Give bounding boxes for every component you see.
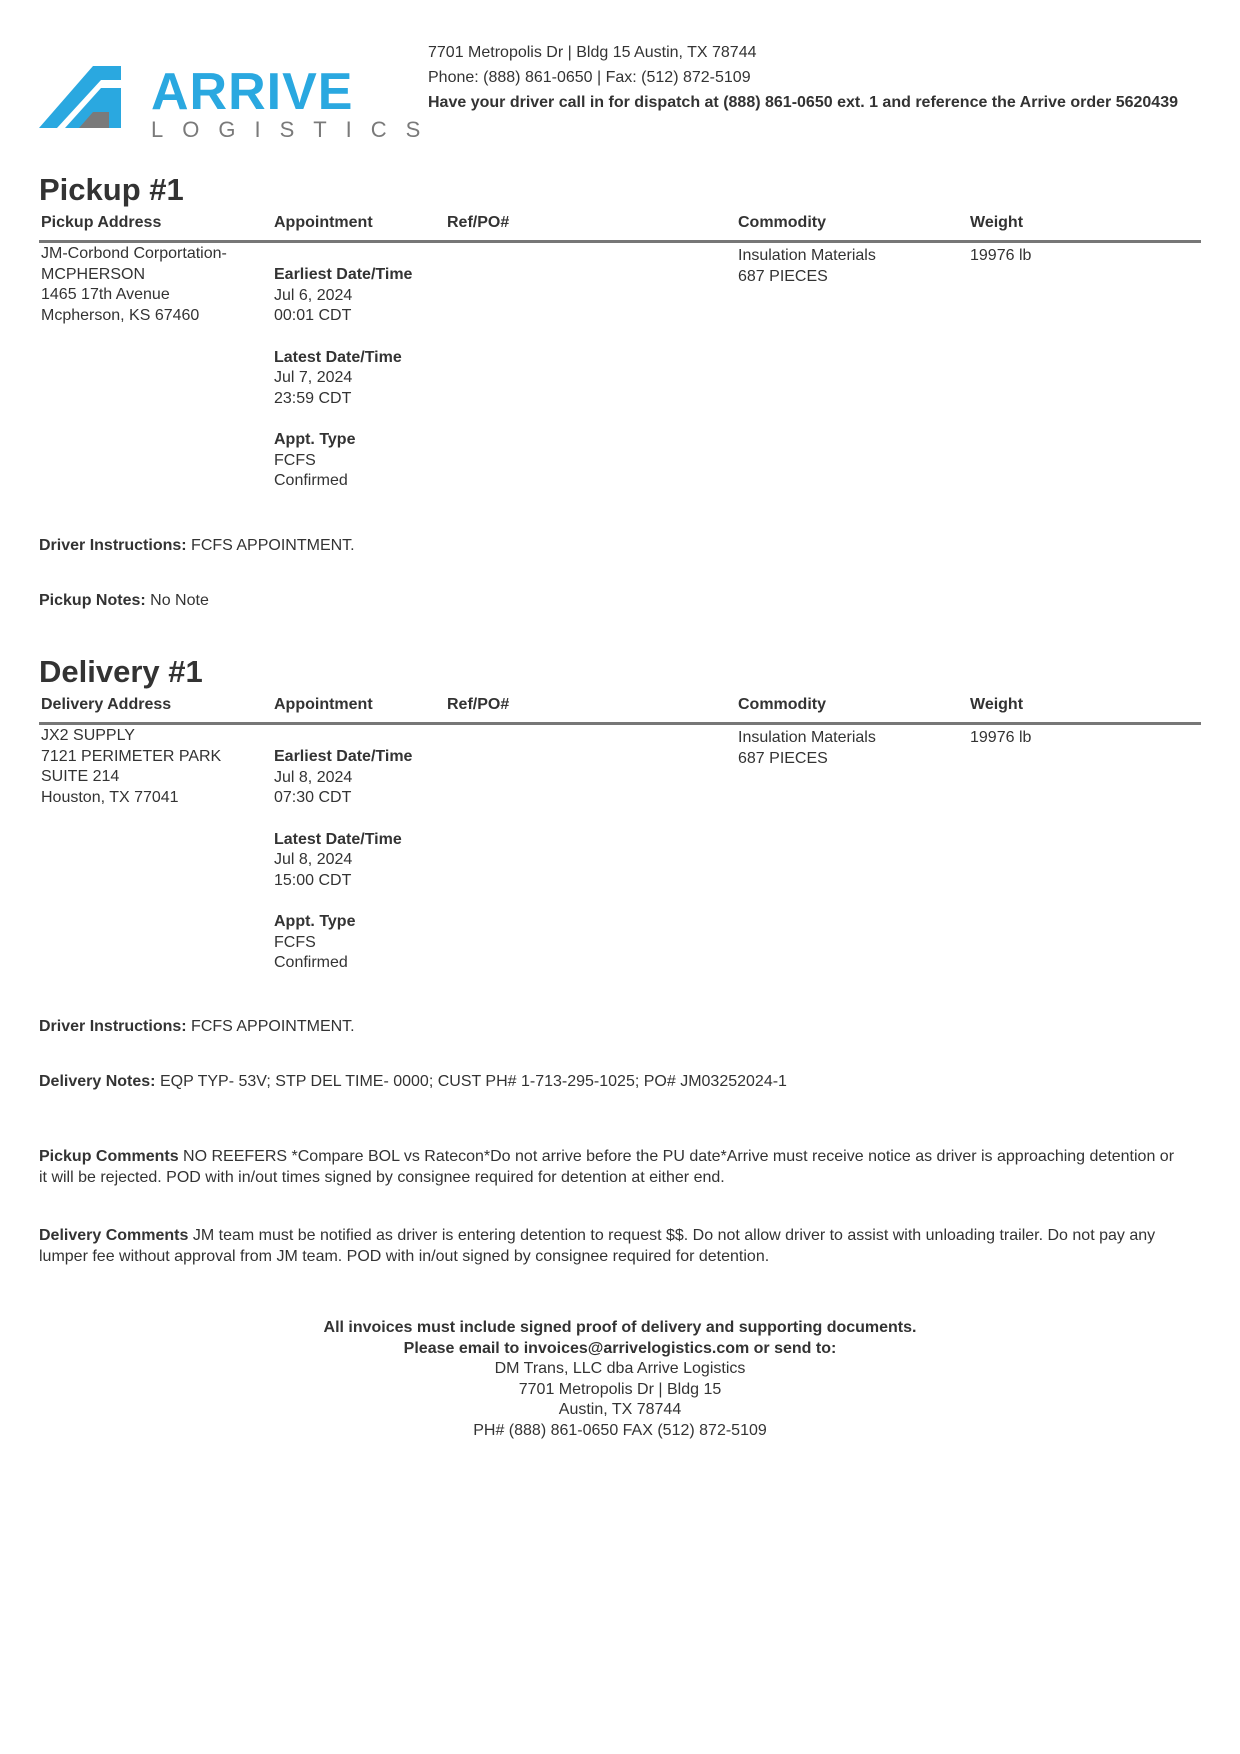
latest-block (274, 348, 434, 410)
pickup-title: Pickup #1 (39, 172, 184, 207)
address-line: Mcpherson, KS 67460 (41, 306, 200, 324)
address-line: JX2 SUPPLY (41, 727, 135, 744)
delivery-table-header (39, 696, 1201, 725)
invoice-footer (39, 1318, 1201, 1441)
col-header-commodity: Commodity (738, 214, 826, 231)
company-phone: Phone: (888) 861-0650 | Fax: (512) 872-5109 (428, 69, 751, 86)
earliest-date: Jul 6, 2024 (274, 286, 353, 304)
earliest-time: 00:01 CDT (274, 307, 352, 324)
earliest-block (274, 265, 434, 327)
footer-street: 7701 Metropolis Dr | Bldg 15 (518, 1380, 722, 1398)
commodity-pieces: 687 PIECES (738, 749, 828, 767)
col-header-address: Pickup Address (41, 214, 162, 231)
driver-instructions-label: Driver Instructions: (39, 1018, 187, 1035)
latest-time: 23:59 CDT (274, 389, 352, 407)
driver-instructions-text: FCFS APPOINTMENT. (191, 537, 355, 554)
address-line: 1465 17th Avenue (41, 286, 170, 303)
address-line: 7121 PERIMETER PARK (41, 747, 222, 765)
address-line: SUITE 214 (41, 768, 120, 785)
earliest-label: Earliest Date/Time (274, 748, 413, 765)
appt-status: Confirmed (274, 954, 348, 971)
driver-instructions-label: Driver Instructions: (39, 537, 187, 554)
appt-type-label: Appt. Type (274, 431, 356, 448)
delivery-notes (39, 1073, 787, 1091)
pickup-commodity (738, 246, 958, 287)
appt-type-block (274, 912, 434, 974)
company-contact-block (428, 40, 1188, 115)
company-address: 7701 Metropolis Dr | Bldg 15 Austin, TX 78744 (428, 44, 757, 61)
delivery-address (41, 726, 261, 808)
earliest-time: 07:30 CDT (274, 789, 352, 806)
col-header-appointment: Appointment (274, 696, 373, 713)
header (39, 40, 1201, 140)
pickup-notes-label: Pickup Notes: (39, 592, 146, 609)
pickup-table-header (39, 214, 1201, 243)
footer-invoice-requirement: All invoices must include signed proof of delivery and supporting documents. (323, 1319, 917, 1336)
dispatch-instructions: Have your driver call in for dispatch at (888) 861-0650 ext. 1 and reference the Arrive order 5620439 (428, 94, 1178, 111)
logo-mark-icon (39, 66, 149, 128)
pickup-weight: 19976 lb (970, 247, 1032, 264)
delivery-notes-label: Delivery Notes: (39, 1073, 156, 1090)
appt-type-label: Appt. Type (274, 913, 356, 930)
col-header-ref-po: Ref/PO# (447, 214, 510, 231)
pickup-notes-text: No Note (150, 592, 209, 609)
delivery-comments-label: Delivery Comments (39, 1227, 189, 1244)
col-header-appointment: Appointment (274, 214, 373, 231)
commodity-name: Insulation Materials (738, 247, 876, 264)
address-line: JM-Corbond Corportation- (41, 245, 227, 262)
latest-time: 15:00 CDT (274, 871, 352, 889)
latest-label: Latest Date/Time (274, 348, 402, 366)
appt-type-block (274, 430, 434, 492)
delivery-appointment (274, 747, 434, 974)
delivery-driver-instructions (39, 1018, 355, 1036)
address-line: MCPHERSON (41, 265, 146, 283)
pickup-appointment (274, 265, 434, 492)
delivery-weight: 19976 lb (970, 729, 1032, 746)
appt-type: FCFS (274, 451, 316, 469)
latest-block (274, 830, 434, 892)
logo-subtext: LOGISTICS (151, 117, 440, 142)
delivery-notes-text: EQP TYP- 53V; STP DEL TIME- 0000; CUST PH# 1-713-295-1025; PO# JM03252024-1 (159, 1073, 787, 1090)
pickup-driver-instructions (39, 537, 355, 555)
pickup-notes (39, 592, 209, 610)
logo-wordmark: ARRIVE (151, 63, 354, 121)
pickup-comments-label: Pickup Comments (39, 1148, 179, 1165)
col-header-address: Delivery Address (41, 696, 172, 713)
pickup-comments-text: NO REEFERS *Compare BOL vs Ratecon*Do not arrive before the PU date*Arrive must receive notice as driver is approaching detention or it will be rejected. POD with in/out times signed by consignee required for detention at either end. (39, 1148, 1175, 1186)
delivery-title: Delivery #1 (39, 654, 203, 689)
earliest-label: Earliest Date/Time (274, 266, 413, 283)
commodity-name: Insulation Materials (738, 729, 876, 746)
col-header-weight: Weight (970, 696, 1024, 713)
delivery-commodity (738, 728, 958, 769)
earliest-block (274, 747, 434, 809)
col-header-commodity: Commodity (738, 696, 826, 713)
earliest-date: Jul 8, 2024 (274, 768, 353, 786)
col-header-ref-po: Ref/PO# (447, 696, 510, 713)
footer-city: Austin, TX 78744 (558, 1401, 682, 1418)
delivery-comments (39, 1226, 1179, 1267)
delivery-comments-text: JM team must be notified as driver is entering detention to request $$. Do not allow driver to assist with unloading trailer. Do not pay any lumper fee without approval from JM team. POD with in/out signed by consignee required for detention. (39, 1227, 1156, 1265)
latest-date: Jul 8, 2024 (274, 851, 353, 868)
latest-date: Jul 7, 2024 (274, 369, 353, 386)
pickup-address (41, 244, 261, 326)
address-line: Houston, TX 77041 (41, 788, 179, 806)
appt-type: FCFS (274, 933, 316, 951)
footer-email-instruction: Please email to invoices@arrivelogistics.com or send to: (403, 1339, 837, 1357)
footer-phone-fax: PH# (888) 861-0650 FAX (512) 872-5109 (473, 1421, 767, 1439)
arrive-logistics-logo (39, 63, 440, 176)
latest-label: Latest Date/Time (274, 830, 402, 848)
commodity-pieces: 687 PIECES (738, 267, 828, 285)
driver-instructions-text: FCFS APPOINTMENT. (191, 1018, 355, 1035)
pickup-comments (39, 1147, 1179, 1188)
col-header-weight: Weight (970, 214, 1024, 231)
appt-status: Confirmed (274, 472, 348, 489)
footer-company-name: DM Trans, LLC dba Arrive Logistics (494, 1360, 746, 1377)
